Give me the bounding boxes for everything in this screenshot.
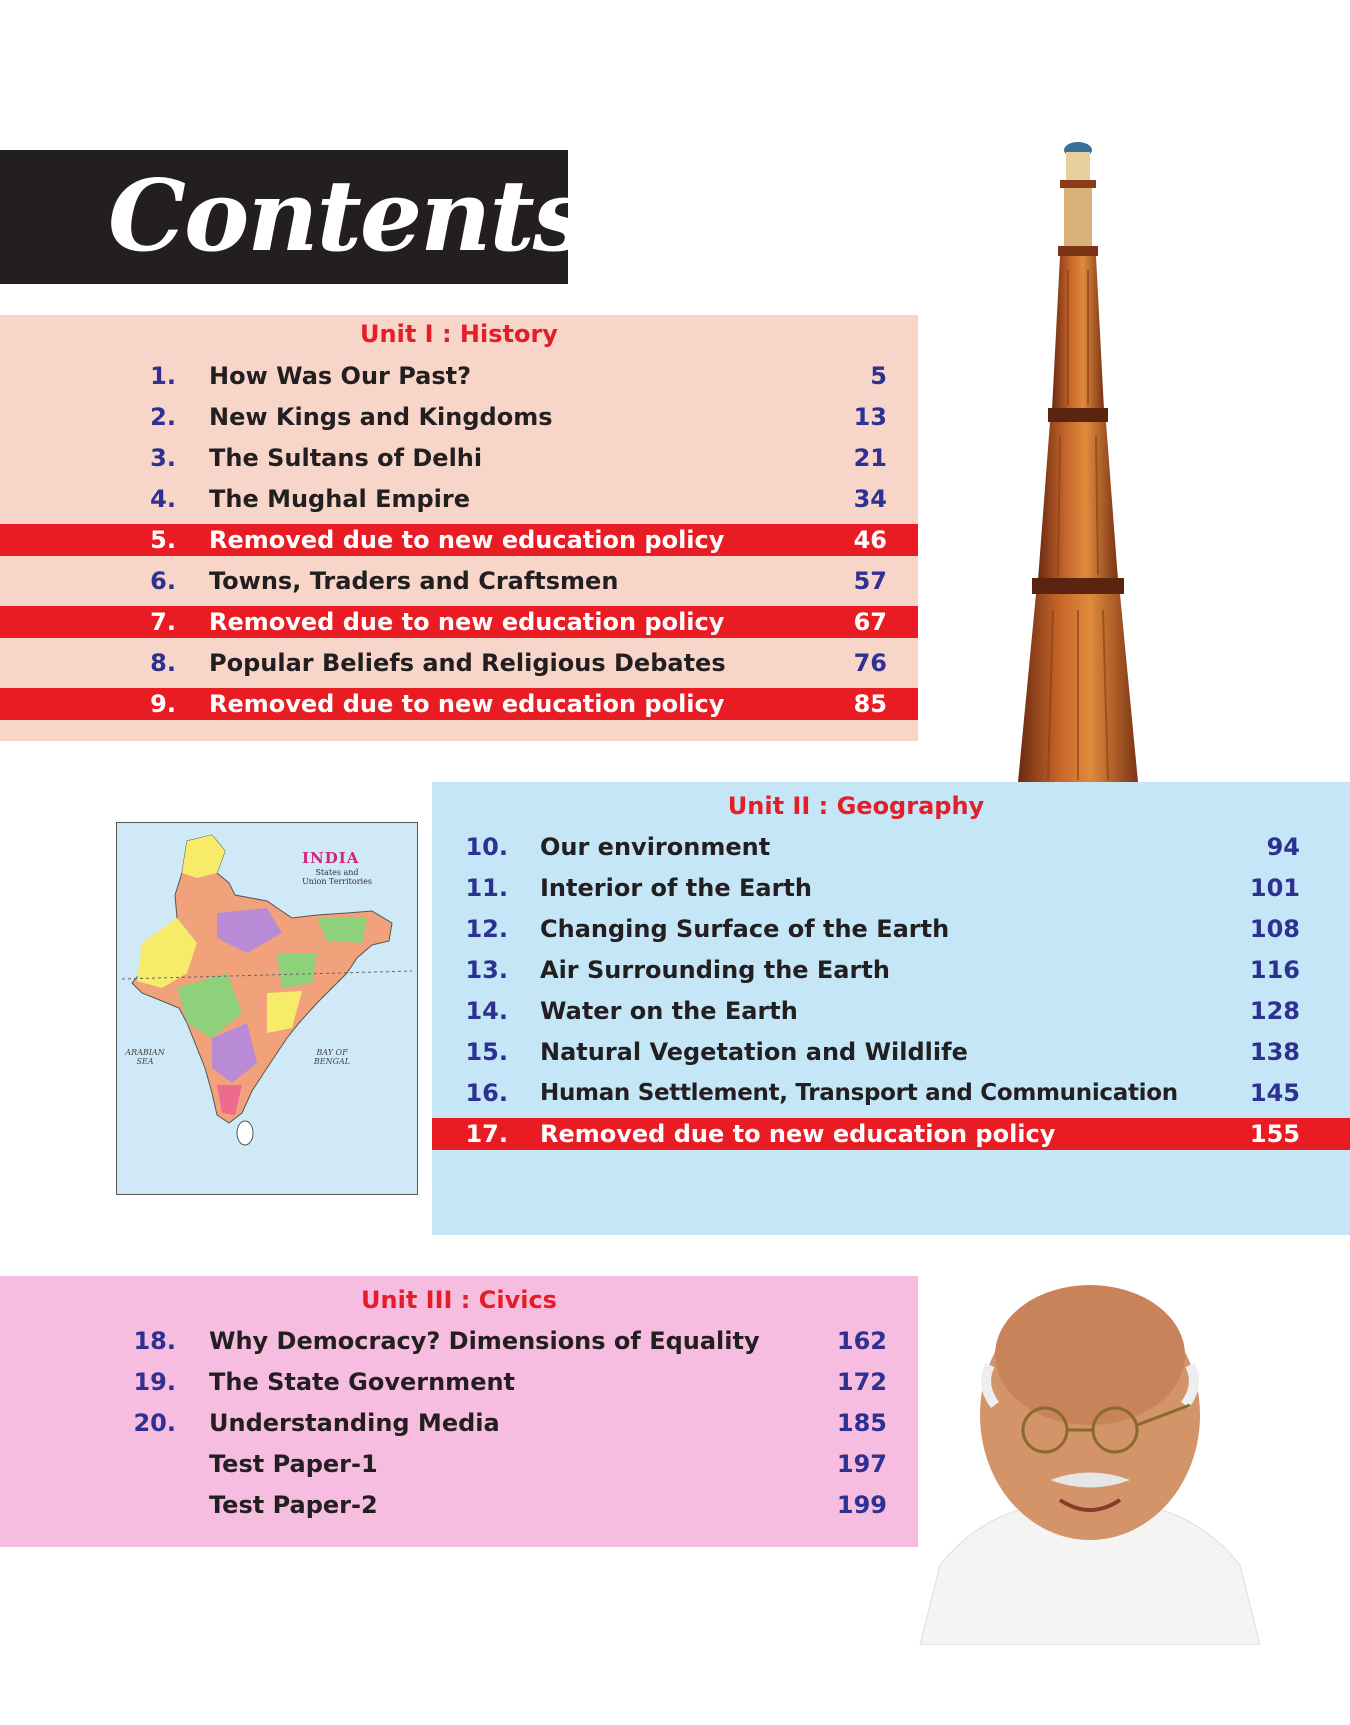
chapter-title: Removed due to new education policy xyxy=(209,526,725,554)
unit-history-title: Unit I : History xyxy=(360,320,558,348)
unit-civics-panel xyxy=(0,1276,918,1547)
chapter-number: 17. xyxy=(465,1120,508,1148)
chapter-number: 15. xyxy=(465,1038,508,1066)
chapter-title: Removed due to new education policy xyxy=(209,690,725,718)
toc-row[interactable] xyxy=(0,647,918,679)
page-number: 138 xyxy=(1249,1038,1300,1066)
chapter-number: 1. xyxy=(150,362,176,390)
chapter-title: Our environment xyxy=(540,833,771,861)
chapter-number: 19. xyxy=(133,1368,176,1396)
toc-row[interactable] xyxy=(432,872,1350,904)
page-number: 172 xyxy=(836,1368,887,1396)
page-number: 67 xyxy=(853,608,887,636)
toc-row[interactable] xyxy=(432,1077,1350,1109)
toc-row[interactable] xyxy=(0,401,918,433)
chapter-title: Towns, Traders and Craftsmen xyxy=(209,567,619,595)
chapter-title: Changing Surface of the Earth xyxy=(540,915,950,943)
toc-row[interactable] xyxy=(432,995,1350,1027)
chapter-title: Interior of the Earth xyxy=(540,874,812,902)
page-number: 5 xyxy=(870,362,887,390)
page-number: 128 xyxy=(1249,997,1300,1025)
page-number: 101 xyxy=(1249,874,1300,902)
chapter-number: 6. xyxy=(150,567,176,595)
toc-row[interactable] xyxy=(0,442,918,474)
chapter-number: 2. xyxy=(150,403,176,431)
chapter-title: Popular Beliefs and Religious Debates xyxy=(209,649,726,677)
unit-history-panel xyxy=(0,315,918,741)
toc-row[interactable] xyxy=(0,1366,918,1398)
chapter-number: 11. xyxy=(465,874,508,902)
chapter-number: 4. xyxy=(150,485,176,513)
chapter-title: The State Government xyxy=(209,1368,516,1396)
chapter-title: How Was Our Past? xyxy=(209,362,472,390)
chapter-title: Test Paper-2 xyxy=(209,1491,378,1519)
page-number: 57 xyxy=(853,567,887,595)
chapter-number: 18. xyxy=(133,1327,176,1355)
page-number: 155 xyxy=(1249,1120,1300,1148)
chapter-number: 13. xyxy=(465,956,508,984)
chapter-title: Why Democracy? Dimensions of Equality xyxy=(209,1327,760,1355)
toc-row-removed[interactable] xyxy=(0,606,918,638)
page-number: 116 xyxy=(1249,956,1300,984)
chapter-number: 16. xyxy=(465,1079,508,1107)
chapter-number: 10. xyxy=(465,833,508,861)
map-subtitle: States and Union Territories xyxy=(302,868,372,886)
chapter-number: 7. xyxy=(150,608,176,636)
toc-row[interactable] xyxy=(0,1325,918,1357)
toc-row[interactable] xyxy=(0,1407,918,1439)
chapter-title: Air Surrounding the Earth xyxy=(540,956,890,984)
map-label-bay-of-bengal: BAY OF BENGAL xyxy=(313,1048,351,1066)
toc-row[interactable] xyxy=(0,565,918,597)
chapter-number: 3. xyxy=(150,444,176,472)
chapter-number: 9. xyxy=(150,690,176,718)
unit-geography-title: Unit II : Geography xyxy=(727,792,985,820)
chapter-number: 20. xyxy=(133,1409,176,1437)
chapter-number: 14. xyxy=(465,997,508,1025)
toc-row[interactable] xyxy=(0,1448,918,1480)
toc-row[interactable] xyxy=(432,913,1350,945)
chapter-title: Removed due to new education policy xyxy=(540,1120,1056,1148)
chapter-title: Human Settlement, Transport and Communication xyxy=(540,1080,1178,1106)
toc-row[interactable] xyxy=(0,360,918,392)
chapter-title: Water on the Earth xyxy=(540,997,798,1025)
page-number: 162 xyxy=(836,1327,887,1355)
page-number: 185 xyxy=(836,1409,887,1437)
chapter-title: Removed due to new education policy xyxy=(209,608,725,636)
page-number: 76 xyxy=(853,649,887,677)
chapter-number: 12. xyxy=(465,915,508,943)
chapter-title: Test Paper-1 xyxy=(209,1450,378,1478)
unit-geography-panel xyxy=(432,782,1350,1235)
chapter-number: 5. xyxy=(150,526,176,554)
page-number: 85 xyxy=(853,690,887,718)
page-number: 21 xyxy=(853,444,887,472)
toc-row[interactable] xyxy=(0,1489,918,1521)
india-map-image xyxy=(116,822,418,1195)
chapter-number: 8. xyxy=(150,649,176,677)
chapter-title: The Mughal Empire xyxy=(209,485,471,513)
chapter-title: New Kings and Kingdoms xyxy=(209,403,553,431)
page-number: 199 xyxy=(836,1491,887,1519)
toc-row[interactable] xyxy=(432,1036,1350,1068)
page-number: 46 xyxy=(853,526,887,554)
toc-row[interactable] xyxy=(0,483,918,515)
india-map-graphic xyxy=(117,823,417,1194)
page-number: 197 xyxy=(836,1450,887,1478)
unit-civics-title: Unit III : Civics xyxy=(361,1286,557,1314)
toc-row[interactable] xyxy=(432,954,1350,986)
chapter-title: The Sultans of Delhi xyxy=(209,444,483,472)
toc-row-removed[interactable] xyxy=(0,688,918,720)
chapter-title: Understanding Media xyxy=(209,1409,500,1437)
page-number: 13 xyxy=(853,403,887,431)
qutub-minar-image xyxy=(968,140,1188,782)
chapter-title: Natural Vegetation and Wildlife xyxy=(540,1038,968,1066)
map-title: INDIA xyxy=(302,849,360,867)
page-number: 34 xyxy=(853,485,887,513)
page-number: 145 xyxy=(1249,1079,1300,1107)
page-title: Contents... xyxy=(108,159,683,274)
gandhi-portrait-image xyxy=(900,1265,1280,1645)
toc-row-removed[interactable] xyxy=(432,1118,1350,1150)
page-number: 108 xyxy=(1249,915,1300,943)
toc-row[interactable] xyxy=(432,831,1350,863)
page-number: 94 xyxy=(1266,833,1300,861)
map-label-arabian-sea: ARABIAN SEA xyxy=(125,1048,165,1066)
toc-row-removed[interactable] xyxy=(0,524,918,556)
